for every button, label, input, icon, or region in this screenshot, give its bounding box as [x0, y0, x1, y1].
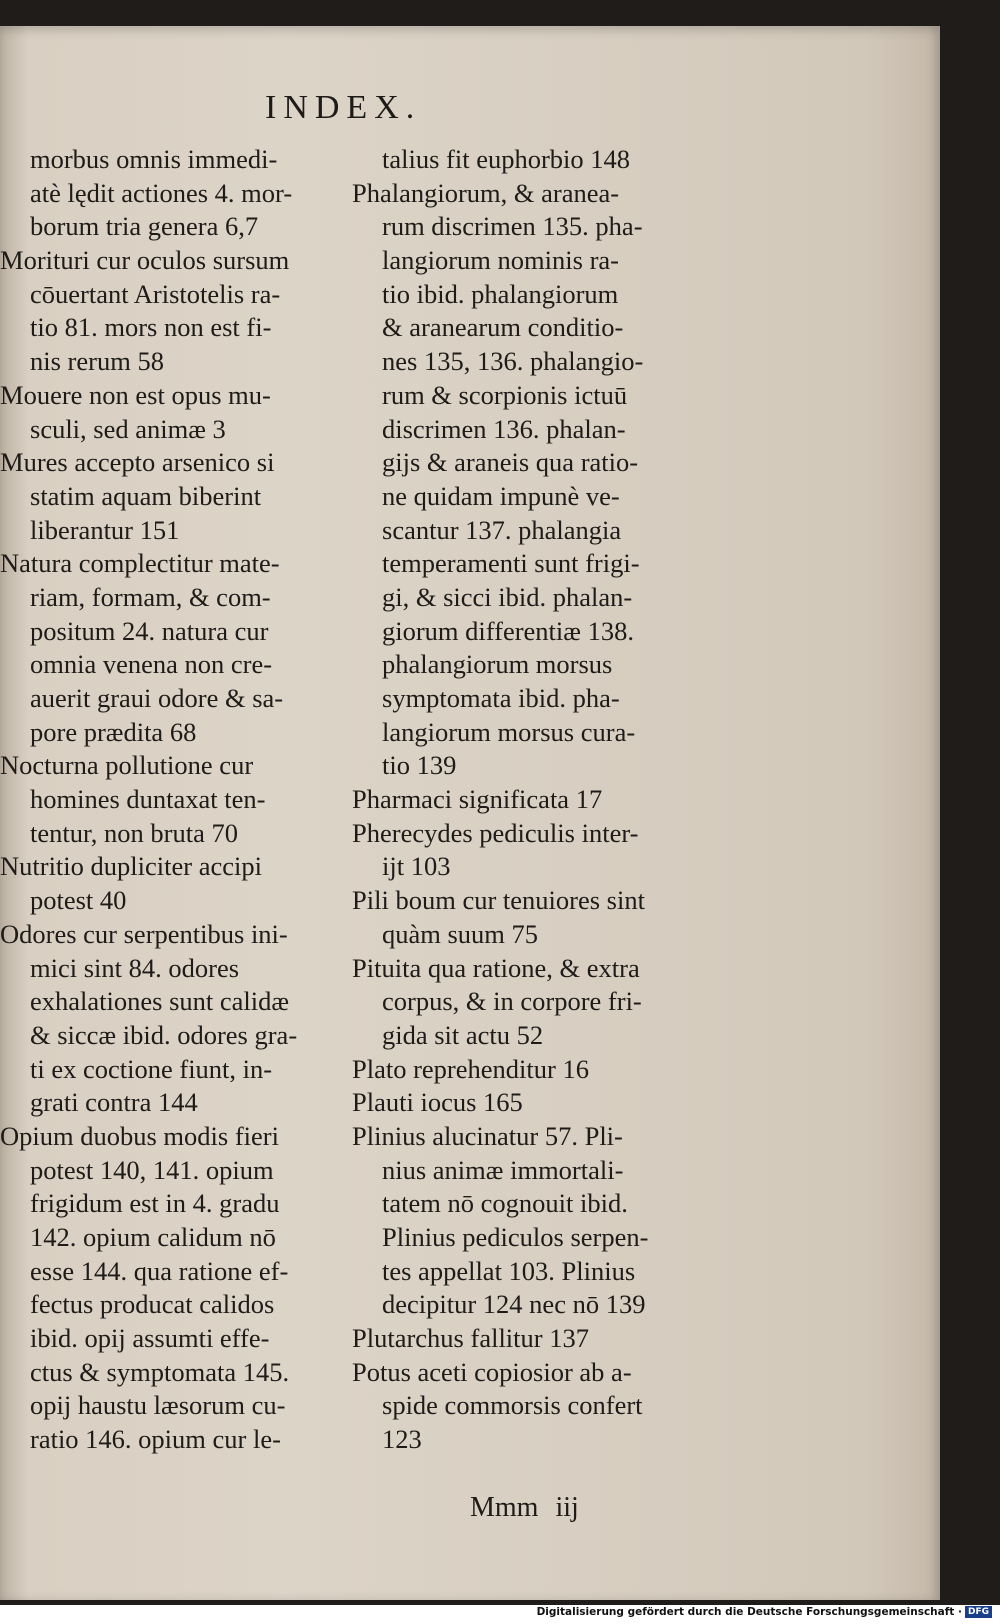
- index-line: Plinius alucinatur 57. Pli-: [352, 1120, 623, 1151]
- index-line: auerit graui odore & sa-: [30, 683, 284, 713]
- index-line: borum tria genera 6,7: [30, 211, 259, 242]
- index-line: nis rerum 58: [30, 346, 164, 377]
- index-line: langiorum morsus cura-: [382, 716, 636, 747]
- index-line: 123: [382, 1424, 422, 1455]
- index-line: tio 139: [382, 750, 457, 781]
- index-line: potest 40: [30, 885, 127, 916]
- index-line: pore prædita 68: [30, 716, 197, 747]
- index-line: riam, formam, & com-: [30, 581, 271, 612]
- index-line: mici sint 84. odores: [30, 952, 240, 983]
- index-line: discrimen 136. phalan-: [382, 413, 626, 444]
- index-line: Nutritio dupliciter accipi: [0, 851, 262, 882]
- index-line: rum discrimen 135. pha-: [382, 211, 643, 242]
- index-line: quàm suum 75: [382, 918, 539, 949]
- index-line: Pharmaci significata 17: [352, 784, 603, 815]
- index-line: spide commorsis confert: [382, 1390, 643, 1421]
- index-line: ijt 103: [382, 851, 451, 882]
- index-line: Pituita qua ratione, & extra: [352, 952, 640, 983]
- index-line: gi, & sicci ibid. phalan-: [382, 581, 633, 612]
- digitization-credit: [537, 1606, 992, 1618]
- index-line: nius animæ immortali-: [382, 1154, 624, 1185]
- index-line: temperamenti sunt frigi-: [382, 548, 640, 579]
- signature-mark: Mmm iij: [470, 1492, 579, 1523]
- index-line: Plinius pediculos serpen-: [382, 1222, 649, 1252]
- index-line: 142. opium calidum nō: [30, 1222, 276, 1252]
- index-line: statim aquam biberint: [30, 480, 262, 511]
- index-line: Nocturna pollutione cur: [0, 750, 254, 781]
- index-line: ibid. opij assumti effe-: [30, 1323, 270, 1354]
- dfg-logo-icon: DFG: [965, 1606, 992, 1618]
- index-line: gijs & araneis qua ratio-: [382, 447, 639, 478]
- index-line: ratio 146. opium cur le-: [30, 1424, 281, 1455]
- index-line: corpus, & in corpore fri-: [382, 986, 642, 1017]
- index-line: potest 140, 141. opium: [30, 1154, 274, 1185]
- index-line: atè lędit actiones 4. mor-: [30, 177, 293, 208]
- index-line: tes appellat 103. Plinius: [382, 1255, 636, 1286]
- index-column-left: [0, 143, 322, 1457]
- index-line: ne quidam impunè ve-: [382, 480, 620, 511]
- index-line: Natura complectitur mate-: [0, 548, 280, 579]
- index-column-right: [352, 143, 684, 1457]
- index-line: homines duntaxat ten-: [30, 784, 266, 815]
- index-line: exhalationes sunt calidæ: [30, 986, 290, 1017]
- index-line: nes 135, 136. phalangio-: [382, 346, 644, 377]
- index-line: tentur, non bruta 70: [30, 817, 238, 848]
- index-line: rum & scorpionis ictuū: [382, 379, 628, 410]
- index-line: sculi, sed animæ 3: [30, 413, 226, 444]
- index-line: langiorum nominis ra-: [382, 245, 619, 276]
- index-line: scantur 137. phalangia: [382, 514, 622, 545]
- credit-text: Digitalisierung gefördert durch die Deutsche Forschungsgemeinschaft ·: [536, 1606, 962, 1618]
- index-line: Mouere non est opus mu-: [0, 379, 271, 410]
- index-line: gida sit actu 52: [382, 1019, 544, 1050]
- index-line: ctus & symptomata 145.: [30, 1356, 290, 1387]
- index-line: omnia venena non cre-: [30, 649, 273, 680]
- index-line: talius fit euphorbio 148: [382, 144, 631, 174]
- index-line: Potus aceti copiosior ab a-: [352, 1356, 632, 1387]
- index-line: Pherecydes pediculis inter-: [352, 817, 639, 848]
- index-line: & aranearum conditio-: [382, 312, 624, 343]
- index-line: opij haustu læsorum cu-: [30, 1390, 286, 1421]
- index-line: Morituri cur oculos sursum: [0, 245, 290, 276]
- index-line: & siccæ ibid. odores gra-: [30, 1019, 298, 1050]
- index-line: decipitur 124 nec nō 139: [382, 1289, 646, 1320]
- page-header: INDEX.: [265, 89, 422, 126]
- index-line: phalangiorum morsus: [382, 649, 613, 680]
- index-line: Mures accepto arsenico si: [0, 447, 275, 478]
- index-line: Phalangiorum, & aranea-: [352, 177, 620, 208]
- index-line: Pili boum cur tenuiores sint: [352, 885, 645, 916]
- index-line: esse 144. qua ratione ef-: [30, 1255, 289, 1286]
- index-line: liberantur 151: [30, 514, 180, 545]
- index-line: giorum differentiæ 138.: [382, 615, 634, 646]
- index-line: morbus omnis immedi-: [30, 144, 278, 174]
- index-line: tio ibid. phalangiorum: [382, 278, 619, 309]
- index-line: tatem nō cognouit ibid.: [382, 1188, 628, 1219]
- index-line: symptomata ibid. pha-: [382, 683, 620, 713]
- index-line: tio 81. mors non est fi-: [30, 312, 272, 343]
- index-line: Opium duobus modis fieri: [0, 1120, 279, 1151]
- index-line: frigidum est in 4. gradu: [30, 1188, 280, 1219]
- index-line: fectus producat calidos: [30, 1289, 275, 1320]
- index-line: Plutarchus fallitur 137: [352, 1323, 589, 1354]
- index-line: Plato reprehenditur 16: [352, 1053, 589, 1084]
- index-line: cōuertant Aristotelis ra-: [30, 278, 281, 309]
- book-page: [0, 26, 940, 1600]
- index-line: Plauti iocus 165: [352, 1087, 523, 1118]
- index-line: Odores cur serpentibus ini-: [0, 918, 288, 949]
- index-line: positum 24. natura cur: [30, 615, 269, 646]
- index-line: ti ex coctione fiunt, in-: [30, 1053, 273, 1084]
- index-line: grati contra 144: [30, 1087, 198, 1118]
